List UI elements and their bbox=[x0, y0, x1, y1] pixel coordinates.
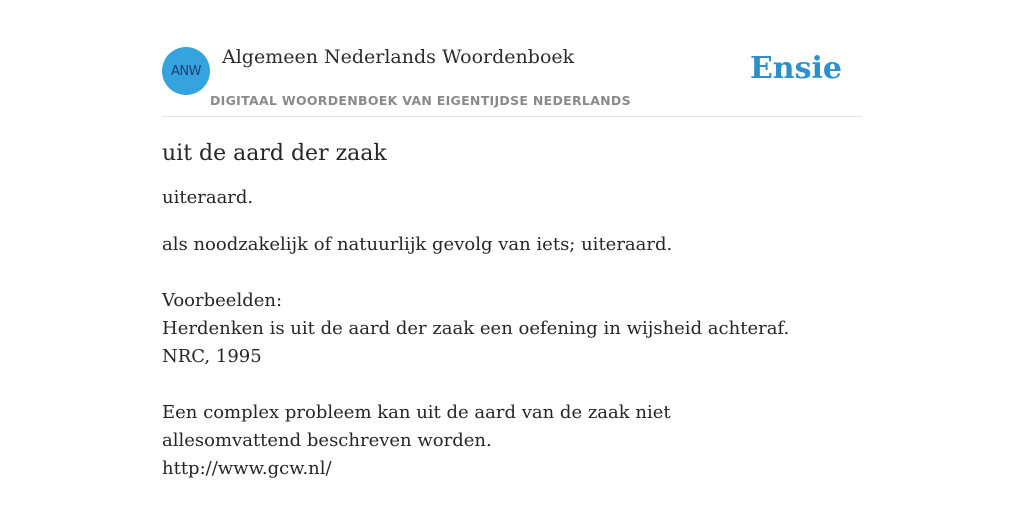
entry-term: uit de aard der zaak bbox=[162, 141, 387, 166]
example-text: Herdenken is uit de aard der zaak een oefening in wijsheid achteraf. bbox=[162, 318, 790, 339]
logo-text: ANW bbox=[171, 63, 201, 79]
short-definition: uiteraard. bbox=[162, 187, 254, 208]
example-text: Een complex probleem kan uit de aard van de zaak niet allesomvattend beschreven worden. bbox=[162, 402, 671, 451]
example-source: http://www.gcw.nl/ bbox=[162, 458, 332, 479]
site-title[interactable]: Algemeen Nederlands Woordenboek bbox=[222, 46, 575, 68]
anw-logo[interactable] bbox=[162, 47, 210, 95]
example-source: NRC, 1995 bbox=[162, 346, 262, 367]
example-item bbox=[162, 399, 802, 483]
examples-heading: Voorbeelden: bbox=[162, 290, 283, 311]
examples-section bbox=[162, 287, 802, 483]
ensie-brand-logo[interactable]: Ensie bbox=[749, 51, 842, 86]
header bbox=[162, 40, 862, 117]
site-subtitle: DIGITAAL WOORDENBOEK VAN EIGENTIJDSE NEDERLANDS bbox=[210, 93, 631, 108]
long-definition: als noodzakelijk of natuurlijk gevolg van iets; uiteraard. bbox=[162, 234, 673, 255]
example-item bbox=[162, 315, 802, 371]
entry-content bbox=[162, 136, 862, 511]
